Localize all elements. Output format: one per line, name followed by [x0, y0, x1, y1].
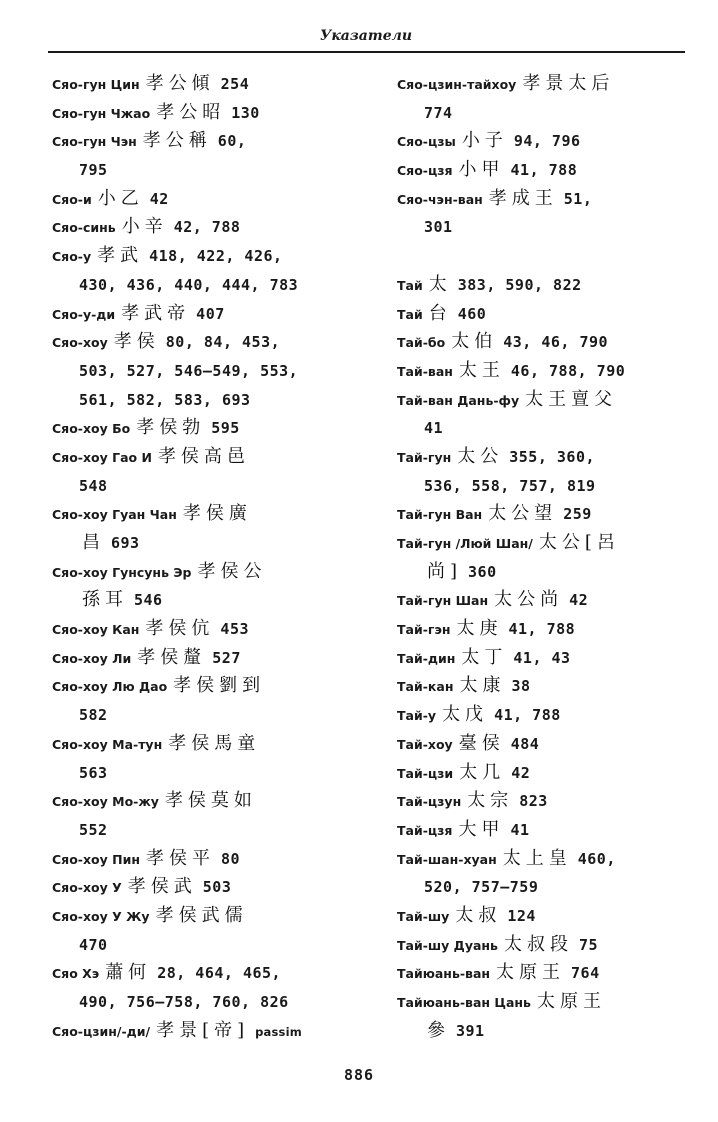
- entry-chinese-characters: 孝侯莫如: [164, 790, 257, 812]
- entry-chinese-characters: 孝侯釐: [137, 646, 207, 668]
- entry-line: [52, 615, 352, 644]
- entry-page-refs: 360: [468, 562, 497, 581]
- entry-line: [52, 959, 352, 988]
- entry-line: [397, 328, 697, 357]
- entry-page-refs: 28, 464, 465,: [157, 964, 282, 983]
- entry-line: [52, 185, 352, 214]
- entry-term: Тай-шан-хуан: [397, 851, 497, 867]
- index-entry: [52, 873, 352, 902]
- entry-term: Сяо-хоу: [52, 335, 108, 351]
- index-entry: [52, 185, 352, 214]
- entry-page-refs: 527: [212, 648, 241, 667]
- entry-page-refs: 42: [149, 189, 169, 208]
- entry-term: Сяо-цзя: [397, 163, 453, 179]
- entry-term: Тай-ван: [397, 363, 453, 379]
- entry-chinese-characters: 蕭何: [105, 962, 152, 984]
- entry-line: [397, 357, 697, 386]
- index-entry: [52, 902, 352, 959]
- entry-term: Сяо-хоу Ма-тун: [52, 736, 163, 752]
- entry-continuation-line: [397, 213, 697, 242]
- entry-chinese-characters: 孝侯伉: [145, 618, 215, 640]
- entry-line: [52, 902, 352, 931]
- entry-term: Сяо-у: [52, 249, 92, 265]
- entry-chinese-characters: 孝武帝: [121, 302, 191, 324]
- entry-chinese-characters: 太叔: [455, 904, 502, 926]
- entry-line: [52, 672, 352, 701]
- entry-page-refs: 254: [220, 75, 250, 93]
- entry-line: [397, 386, 697, 415]
- entry-line: [52, 443, 352, 472]
- entry-continuation-line: [52, 386, 352, 415]
- entry-line: [397, 701, 697, 730]
- entry-line: [397, 730, 697, 759]
- entry-page-refs: 383, 590, 822: [457, 275, 582, 294]
- entry-chinese-characters: 太戊: [442, 704, 489, 726]
- index-entry: [397, 644, 697, 673]
- index-entry: [52, 1017, 352, 1046]
- index-entry: [52, 730, 352, 787]
- entry-line: [397, 300, 697, 329]
- entry-chinese-characters: 孝侯公: [197, 560, 267, 582]
- entry-term: Сяо-хоу Гунсунь Эр: [52, 564, 192, 580]
- entry-line: [397, 816, 697, 845]
- index-entry: [52, 959, 352, 1016]
- entry-chinese-characters: 孝景太后: [522, 73, 615, 94]
- index-entry: [52, 213, 352, 242]
- entry-term: Тай-гэн: [397, 622, 451, 638]
- section-gap: [397, 242, 697, 271]
- entry-term: Сяо-цзы: [397, 134, 456, 150]
- entry-chinese-characters: 臺侯: [458, 732, 505, 754]
- entry-continuation-line: [52, 156, 352, 185]
- entry-line: [397, 959, 697, 988]
- entry-chinese-characters: 孝侯高邑: [157, 445, 250, 467]
- index-entry: [52, 300, 352, 329]
- entry-page-refs: 548: [79, 476, 108, 495]
- entry-chinese-characters: 孝侯武: [127, 876, 197, 898]
- entry-chinese-characters: 太康: [459, 675, 506, 697]
- entry-page-refs: 418, 422, 426,: [149, 247, 283, 266]
- entry-term: Сяо-хоу Гуан Чан: [52, 507, 177, 523]
- entry-line: [52, 213, 352, 242]
- entry-term: Сяо Хэ: [52, 966, 100, 982]
- entry-page-refs: 60,: [217, 132, 247, 151]
- entry-chinese-characters: 太原王: [496, 962, 566, 984]
- entry-line: [52, 558, 352, 587]
- entry-chinese-characters: 孝侯廣: [182, 503, 252, 525]
- entry-line: [397, 443, 697, 472]
- entry-page-refs: 75: [578, 935, 599, 954]
- entry-term: Сяо-хоу Пин: [52, 851, 140, 867]
- entry-chinese-characters: 孝公昭: [156, 101, 226, 123]
- entry-line: [52, 70, 352, 99]
- index-entry: [397, 959, 697, 988]
- entry-page-refs: 391: [456, 1021, 485, 1040]
- entry-page-refs: 582: [79, 706, 108, 725]
- entry-continuation-line: [52, 271, 352, 300]
- entry-line: [52, 300, 352, 329]
- entry-line: [397, 759, 697, 788]
- entry-page-refs: 546: [134, 591, 163, 610]
- entry-line: [397, 529, 697, 558]
- entry-page-refs: 301: [424, 218, 453, 237]
- entry-line: [397, 902, 697, 931]
- entry-continuation-line: [52, 988, 352, 1017]
- entry-chinese-characters: 太原王: [536, 991, 606, 1012]
- entry-term: Тайюань-ван Цань: [397, 995, 531, 1010]
- entry-page-refs: 561, 582, 583, 693: [79, 390, 251, 409]
- entry-term: Тай-цзи: [397, 765, 454, 781]
- entry-term: Тай-бо: [397, 335, 446, 351]
- entry-page-refs: 430, 436, 440, 444, 783: [79, 275, 299, 294]
- entry-term: Тай-гун /Люй Шан/: [397, 536, 533, 551]
- entry-term: Тай: [397, 277, 423, 293]
- entry-term: Сяо-хоу Гао И: [52, 449, 152, 465]
- entry-chinese-characters: 太伯: [451, 331, 498, 353]
- index-entry: [52, 644, 352, 673]
- entry-line: [397, 988, 697, 1017]
- entry-line: [52, 414, 352, 443]
- entry-continuation-line: [52, 759, 352, 788]
- entry-page-refs: 563: [79, 763, 108, 782]
- index-entry: [397, 845, 697, 902]
- entry-line: [397, 185, 697, 214]
- entry-page-refs: 460: [457, 304, 487, 323]
- entry-line: [397, 845, 697, 874]
- entry-chinese-characters: 孝侯平: [145, 847, 215, 869]
- index-entry: [397, 500, 697, 529]
- entry-chinese-characters: 孝侯: [113, 331, 160, 353]
- entry-term: Сяо-чэн-ван: [397, 191, 483, 207]
- entry-continuation-line: [52, 931, 352, 960]
- entry-page-refs: 453: [220, 620, 250, 639]
- entry-line: [52, 845, 352, 874]
- header-rule: [48, 51, 685, 53]
- entry-page-refs: 80: [220, 849, 241, 868]
- entry-term: Сяо-хоу Бо: [52, 421, 131, 437]
- running-header: Указатели: [319, 28, 413, 44]
- index-entry: [52, 443, 352, 500]
- entry-term: Тай-кан: [397, 679, 454, 695]
- entry-line: [397, 586, 697, 615]
- entry-chinese-characters: 太宗: [467, 790, 514, 812]
- entry-chinese-characters: 太几: [459, 761, 506, 783]
- entry-term: Тай-шу: [397, 908, 450, 924]
- index-entry: [52, 99, 352, 128]
- entry-term: Сяо-хоу Лю Дао: [52, 679, 168, 695]
- index-entry: [397, 443, 697, 500]
- entry-line: [52, 787, 352, 816]
- entry-continuation-line: [52, 529, 352, 558]
- entry-page-refs: 470: [79, 935, 108, 954]
- index-entry: [397, 156, 697, 185]
- entry-chinese-characters: 太庚: [456, 618, 503, 640]
- entry-chinese-characters: 太叔段: [503, 933, 573, 955]
- index-entry: [397, 672, 697, 701]
- entry-line: [397, 156, 697, 185]
- entry-line: [397, 672, 697, 701]
- index-entry: [397, 300, 697, 329]
- entry-chinese-characters: 小子: [461, 130, 508, 152]
- entry-term: Тай-цзун: [397, 794, 462, 810]
- entry-page-refs: 355, 360,: [509, 447, 596, 466]
- index-entry: [397, 127, 697, 156]
- index-entry: [397, 328, 697, 357]
- entry-term: Тай-шу Дуань: [397, 937, 498, 953]
- entry-term: Сяо-хоу Мо-жу: [52, 794, 159, 810]
- entry-line: [397, 271, 697, 300]
- entry-page-refs: 484: [510, 734, 540, 753]
- entry-page-refs: 38: [511, 677, 531, 696]
- entry-chinese-characters: 太公[呂: [538, 532, 620, 553]
- index-entry: [397, 386, 697, 443]
- index-entry: [397, 787, 697, 816]
- entry-page-refs: 43, 46, 790: [503, 333, 609, 352]
- index-entry: [52, 500, 352, 557]
- entry-page-refs: 774: [424, 103, 453, 122]
- entry-page-refs: 595: [211, 419, 240, 438]
- entry-chinese-characters: 孝景[帝]: [156, 1019, 250, 1041]
- entry-page-refs: 259: [563, 505, 592, 524]
- index-entry: [52, 242, 352, 299]
- index-entry: [52, 672, 352, 729]
- entry-continuation-line: [397, 558, 697, 587]
- index-entry: [397, 701, 697, 730]
- page-number: 886: [343, 1066, 375, 1084]
- entry-line: [52, 1017, 352, 1046]
- entry-chinese-characters: 太丁: [461, 646, 508, 668]
- entry-continuation-line: [397, 414, 697, 443]
- index-entry: [52, 787, 352, 844]
- entry-continuation-line: [52, 701, 352, 730]
- entry-page-refs: 41, 788: [510, 161, 578, 180]
- entry-page-refs: 41, 788: [508, 620, 576, 639]
- entry-chinese-characters: 太公: [457, 445, 504, 467]
- entry-term: Сяо-хоу Кан: [52, 622, 140, 638]
- entry-chinese-characters: 孝侯武儒: [155, 904, 248, 926]
- entry-term: Тай: [397, 306, 423, 322]
- entry-continuation-line: [397, 873, 697, 902]
- entry-page-refs: 552: [79, 820, 108, 839]
- index-entry: [397, 70, 697, 127]
- entry-term: Сяо-синь: [52, 220, 116, 236]
- index-entry: [397, 816, 697, 845]
- entry-page-refs: 795: [79, 161, 108, 180]
- entry-chinese-characters: 孝侯馬童: [168, 732, 261, 754]
- entry-continuation-line: [397, 99, 697, 128]
- entry-chinese-characters: 太王: [458, 359, 505, 381]
- entry-page-refs: 130: [231, 103, 260, 122]
- entry-chinese-characters: 太公望: [488, 503, 558, 525]
- entry-chinese-characters: 昌: [82, 532, 105, 553]
- index-entry: [52, 70, 352, 99]
- entry-chinese-characters: 太上皇: [502, 847, 572, 869]
- entry-line: [52, 99, 352, 128]
- entry-term: Сяо-гун Цин: [52, 77, 140, 92]
- index-entry: [397, 529, 697, 586]
- entry-page-refs: 823: [519, 792, 548, 811]
- entry-term: Сяо-у-ди: [52, 306, 116, 322]
- entry-chinese-characters: 孝公稱: [142, 130, 212, 152]
- entry-term: Сяо-хоу У Жу: [52, 908, 150, 924]
- entry-chinese-characters: 孝侯勃: [136, 417, 206, 439]
- entry-page-refs: 51,: [563, 189, 593, 208]
- entry-page-refs: 693: [111, 534, 140, 552]
- entry-continuation-line: [52, 357, 352, 386]
- entry-term: Тай-гун Ван: [397, 507, 483, 523]
- entry-line: [397, 931, 697, 960]
- entry-term: Тай-у: [397, 708, 437, 724]
- entry-term: Тайюань-ван: [397, 966, 491, 982]
- index-entry: [52, 414, 352, 443]
- entry-chinese-characters: 孫耳: [82, 589, 128, 611]
- entry-page-refs: 520, 757–759: [424, 878, 539, 897]
- entry-page-refs: 41: [510, 820, 530, 839]
- entry-term: Сяо-цзин/-ди/: [52, 1023, 151, 1039]
- entry-line: [52, 873, 352, 902]
- entry-chinese-characters: 孝武: [97, 245, 144, 267]
- entry-page-refs: 41, 43: [513, 648, 571, 667]
- index-entry: [397, 271, 697, 300]
- index-entry: [397, 931, 697, 960]
- entry-chinese-characters: 孝公傾: [145, 73, 215, 94]
- entry-term: Сяо-гун Чэн: [52, 134, 137, 150]
- entry-page-refs: 503, 527, 546–549, 553,: [79, 361, 299, 380]
- entry-line: [52, 242, 352, 271]
- entry-page-refs: 407: [196, 304, 225, 323]
- entry-continuation-line: [52, 586, 352, 615]
- entry-chinese-characters: 大甲: [458, 818, 505, 840]
- entry-line: [397, 127, 697, 156]
- entry-line: [397, 500, 697, 529]
- entry-term: Сяо-цзин-тайхоу: [397, 77, 517, 92]
- entry-page-refs: 764: [571, 964, 600, 983]
- entry-page-refs: 80, 84, 453,: [165, 333, 281, 352]
- entry-term: Сяо-и: [52, 191, 92, 207]
- entry-term: Сяо-гун Чжао: [52, 105, 151, 121]
- entry-chinese-characters: 太王亶父: [525, 388, 618, 410]
- index-entry: [397, 586, 697, 615]
- entry-line: [397, 615, 697, 644]
- entry-chinese-characters: 小乙: [97, 187, 144, 209]
- entry-line: [397, 644, 697, 673]
- entry-page-refs: 124: [507, 906, 536, 925]
- entry-continuation-line: [52, 472, 352, 501]
- entry-page-refs: 41, 788: [494, 706, 561, 725]
- entry-page-refs: 42, 788: [173, 218, 241, 237]
- entry-continuation-line: [397, 1017, 697, 1046]
- entry-continuation-line: [52, 816, 352, 845]
- entry-chinese-characters: 太: [428, 273, 452, 295]
- entry-term: Тай-хоу: [397, 736, 453, 752]
- index-entry: [52, 845, 352, 874]
- index-entry: [397, 730, 697, 759]
- entry-chinese-characters: 太公尚: [494, 589, 564, 611]
- entry-page-refs: 42: [511, 763, 531, 782]
- entry-chinese-characters: 小辛: [121, 216, 168, 238]
- index-entry: [52, 615, 352, 644]
- index-entry: [397, 615, 697, 644]
- index-entry: [52, 328, 352, 414]
- entry-page-refs: 41: [424, 419, 444, 438]
- entry-page-refs: 460,: [577, 849, 616, 868]
- entry-line: [397, 70, 697, 99]
- entry-chinese-characters: 孝侯劉到: [173, 675, 266, 697]
- entry-line: [52, 328, 352, 357]
- entry-chinese-characters: 尚]: [427, 560, 463, 582]
- entry-term: Тай-ван Дань-фу: [397, 392, 520, 408]
- index-entry: [52, 558, 352, 615]
- entry-continuation-line: [397, 472, 697, 501]
- index-entry: [397, 988, 697, 1045]
- entry-page-refs: 490, 756–758, 760, 826: [79, 993, 289, 1011]
- entry-term: Тай-цзя: [397, 822, 453, 838]
- entry-page-refs: 536, 558, 757, 819: [424, 476, 596, 495]
- entry-page-refs: 503: [202, 878, 232, 897]
- entry-term: Сяо-хоу Ли: [52, 650, 132, 666]
- entry-term: Сяо-хоу У: [52, 880, 122, 896]
- entry-chinese-characters: 小甲: [458, 159, 505, 181]
- entry-line: [52, 500, 352, 529]
- index-column-right: [397, 70, 697, 1045]
- entry-line: [52, 730, 352, 759]
- entry-line: [397, 787, 697, 816]
- entry-page-refs: 42: [569, 591, 589, 610]
- entry-term: Тай-дин: [397, 650, 456, 666]
- entry-page-refs: 94, 796: [513, 132, 581, 151]
- index-entry: [397, 185, 697, 242]
- entry-line: [52, 127, 352, 156]
- index-entry: [397, 902, 697, 931]
- entry-term: Тай-гун Шан: [397, 593, 489, 609]
- entry-passim: passim: [255, 1024, 302, 1039]
- entry-chinese-characters: 參: [427, 1019, 450, 1041]
- entry-chinese-characters: 孝成王: [488, 187, 558, 209]
- index-entry: [397, 759, 697, 788]
- index-column-left: [52, 70, 352, 1045]
- index-entry: [397, 357, 697, 386]
- entry-chinese-characters: 台: [428, 302, 452, 324]
- entry-line: [52, 644, 352, 673]
- index-entry: [52, 127, 352, 184]
- entry-page-refs: 46, 788, 790: [510, 361, 626, 380]
- entry-term: Тай-гун: [397, 449, 452, 465]
